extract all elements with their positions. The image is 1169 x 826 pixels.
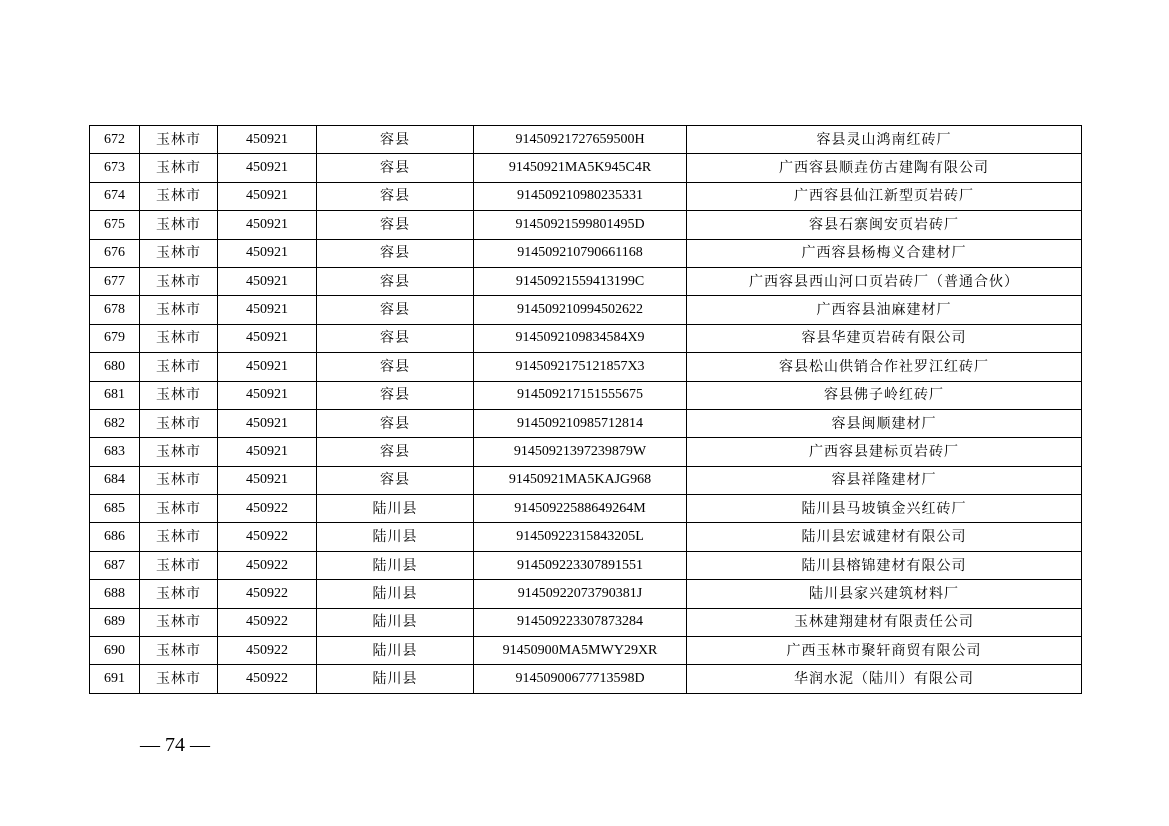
table-row <box>90 154 1082 182</box>
cell-enterprise-name: 容县佛子岭红砖厂 <box>687 381 1082 409</box>
cell-county: 容县 <box>317 182 474 210</box>
cell-city: 玉林市 <box>140 495 218 523</box>
cell-index: 674 <box>90 182 140 210</box>
cell-county: 容县 <box>317 296 474 324</box>
cell-enterprise-name: 容县闽顺建材厂 <box>687 409 1082 437</box>
cell-region-code: 450921 <box>218 409 317 437</box>
cell-county: 陆川县 <box>317 495 474 523</box>
cell-credit-code: 91450921727659500H <box>474 126 687 154</box>
cell-region-code: 450922 <box>218 637 317 665</box>
cell-region-code: 450922 <box>218 580 317 608</box>
cell-county: 陆川县 <box>317 551 474 579</box>
table-row <box>90 466 1082 494</box>
cell-city: 玉林市 <box>140 353 218 381</box>
cell-credit-code: 91450921559413199C <box>474 267 687 295</box>
cell-county: 容县 <box>317 381 474 409</box>
table-row <box>90 353 1082 381</box>
cell-city: 玉林市 <box>140 608 218 636</box>
table-row <box>90 637 1082 665</box>
cell-region-code: 450921 <box>218 182 317 210</box>
cell-region-code: 450921 <box>218 239 317 267</box>
cell-enterprise-name: 陆川县马坡镇金兴红砖厂 <box>687 495 1082 523</box>
cell-region-code: 450922 <box>218 665 317 693</box>
cell-county: 容县 <box>317 466 474 494</box>
cell-region-code: 450921 <box>218 466 317 494</box>
cell-city: 玉林市 <box>140 466 218 494</box>
cell-county: 容县 <box>317 211 474 239</box>
cell-credit-code: 914509223307891551 <box>474 551 687 579</box>
cell-index: 673 <box>90 154 140 182</box>
cell-county: 陆川县 <box>317 665 474 693</box>
page-number: — 74 — <box>140 734 210 756</box>
cell-index: 676 <box>90 239 140 267</box>
cell-credit-code: 91450900MA5MWY29XR <box>474 637 687 665</box>
cell-city: 玉林市 <box>140 551 218 579</box>
cell-city: 玉林市 <box>140 324 218 352</box>
cell-region-code: 450922 <box>218 608 317 636</box>
cell-city: 玉林市 <box>140 580 218 608</box>
cell-index: 691 <box>90 665 140 693</box>
cell-credit-code: 91450921397239879W <box>474 438 687 466</box>
cell-enterprise-name: 华润水泥（陆川）有限公司 <box>687 665 1082 693</box>
cell-county: 容县 <box>317 409 474 437</box>
cell-index: 682 <box>90 409 140 437</box>
cell-city: 玉林市 <box>140 182 218 210</box>
cell-enterprise-name: 玉林建翔建材有限责任公司 <box>687 608 1082 636</box>
cell-credit-code: 91450921599801495D <box>474 211 687 239</box>
cell-index: 684 <box>90 466 140 494</box>
cell-index: 689 <box>90 608 140 636</box>
cell-county: 容县 <box>317 267 474 295</box>
cell-credit-code: 91450922315843205L <box>474 523 687 551</box>
table-row <box>90 381 1082 409</box>
table-row <box>90 239 1082 267</box>
cell-county: 陆川县 <box>317 580 474 608</box>
cell-county: 陆川县 <box>317 523 474 551</box>
cell-region-code: 450921 <box>218 126 317 154</box>
cell-enterprise-name: 容县石寨闽安页岩砖厂 <box>687 211 1082 239</box>
cell-credit-code: 91450900677713598D <box>474 665 687 693</box>
cell-region-code: 450922 <box>218 551 317 579</box>
cell-city: 玉林市 <box>140 409 218 437</box>
cell-enterprise-name: 容县松山供销合作社罗江红砖厂 <box>687 353 1082 381</box>
cell-credit-code: 9145092109834584X9 <box>474 324 687 352</box>
cell-credit-code: 91450921MA5KAJG968 <box>474 466 687 494</box>
cell-city: 玉林市 <box>140 665 218 693</box>
cell-index: 690 <box>90 637 140 665</box>
cell-credit-code: 91450922588649264M <box>474 495 687 523</box>
cell-region-code: 450921 <box>218 438 317 466</box>
cell-city: 玉林市 <box>140 523 218 551</box>
cell-credit-code: 91450922073790381J <box>474 580 687 608</box>
cell-index: 680 <box>90 353 140 381</box>
cell-enterprise-name: 陆川县家兴建筑材料厂 <box>687 580 1082 608</box>
cell-region-code: 450921 <box>218 296 317 324</box>
cell-index: 681 <box>90 381 140 409</box>
cell-credit-code: 9145092175121857X3 <box>474 353 687 381</box>
cell-index: 683 <box>90 438 140 466</box>
cell-city: 玉林市 <box>140 296 218 324</box>
cell-index: 672 <box>90 126 140 154</box>
table-row <box>90 665 1082 693</box>
cell-county: 容县 <box>317 154 474 182</box>
cell-credit-code: 91450921MA5K945C4R <box>474 154 687 182</box>
table-row <box>90 438 1082 466</box>
cell-city: 玉林市 <box>140 239 218 267</box>
cell-enterprise-name: 广西容县杨梅义合建材厂 <box>687 239 1082 267</box>
cell-region-code: 450921 <box>218 324 317 352</box>
cell-county: 陆川县 <box>317 608 474 636</box>
cell-credit-code: 914509210980235331 <box>474 182 687 210</box>
table-row <box>90 324 1082 352</box>
cell-city: 玉林市 <box>140 211 218 239</box>
cell-credit-code: 914509210985712814 <box>474 409 687 437</box>
cell-index: 679 <box>90 324 140 352</box>
cell-region-code: 450921 <box>218 211 317 239</box>
cell-enterprise-name: 广西容县仙江新型页岩砖厂 <box>687 182 1082 210</box>
cell-enterprise-name: 广西容县西山河口页岩砖厂（普通合伙） <box>687 267 1082 295</box>
cell-enterprise-name: 广西玉林市聚轩商贸有限公司 <box>687 637 1082 665</box>
cell-region-code: 450921 <box>218 267 317 295</box>
cell-enterprise-name: 广西容县油麻建材厂 <box>687 296 1082 324</box>
cell-city: 玉林市 <box>140 438 218 466</box>
cell-city: 玉林市 <box>140 154 218 182</box>
cell-index: 688 <box>90 580 140 608</box>
cell-county: 陆川县 <box>317 637 474 665</box>
cell-enterprise-name: 陆川县榕锦建材有限公司 <box>687 551 1082 579</box>
table-row <box>90 409 1082 437</box>
table-row <box>90 608 1082 636</box>
table-row <box>90 126 1082 154</box>
cell-region-code: 450921 <box>218 154 317 182</box>
table-row <box>90 523 1082 551</box>
cell-enterprise-name: 陆川县宏诚建材有限公司 <box>687 523 1082 551</box>
cell-index: 675 <box>90 211 140 239</box>
cell-enterprise-name: 容县华建页岩砖有限公司 <box>687 324 1082 352</box>
cell-credit-code: 914509210994502622 <box>474 296 687 324</box>
cell-city: 玉林市 <box>140 637 218 665</box>
cell-index: 677 <box>90 267 140 295</box>
table-body <box>90 126 1082 694</box>
cell-county: 容县 <box>317 353 474 381</box>
cell-credit-code: 914509217151555675 <box>474 381 687 409</box>
cell-region-code: 450922 <box>218 523 317 551</box>
table-row <box>90 296 1082 324</box>
cell-city: 玉林市 <box>140 381 218 409</box>
table-row <box>90 211 1082 239</box>
cell-county: 容县 <box>317 239 474 267</box>
cell-enterprise-name: 容县灵山鸿南红砖厂 <box>687 126 1082 154</box>
table-row <box>90 551 1082 579</box>
table-row <box>90 267 1082 295</box>
cell-index: 686 <box>90 523 140 551</box>
cell-region-code: 450921 <box>218 353 317 381</box>
table-row <box>90 495 1082 523</box>
cell-index: 678 <box>90 296 140 324</box>
table-row <box>90 182 1082 210</box>
cell-enterprise-name: 广西容县顺垚仿古建陶有限公司 <box>687 154 1082 182</box>
cell-city: 玉林市 <box>140 126 218 154</box>
table-row <box>90 580 1082 608</box>
cell-enterprise-name: 容县祥隆建材厂 <box>687 466 1082 494</box>
enterprise-table <box>89 125 1082 694</box>
cell-city: 玉林市 <box>140 267 218 295</box>
cell-region-code: 450922 <box>218 495 317 523</box>
cell-county: 容县 <box>317 438 474 466</box>
cell-region-code: 450921 <box>218 381 317 409</box>
cell-index: 685 <box>90 495 140 523</box>
cell-credit-code: 914509210790661168 <box>474 239 687 267</box>
cell-county: 容县 <box>317 126 474 154</box>
cell-county: 容县 <box>317 324 474 352</box>
cell-enterprise-name: 广西容县建标页岩砖厂 <box>687 438 1082 466</box>
cell-index: 687 <box>90 551 140 579</box>
cell-credit-code: 914509223307873284 <box>474 608 687 636</box>
